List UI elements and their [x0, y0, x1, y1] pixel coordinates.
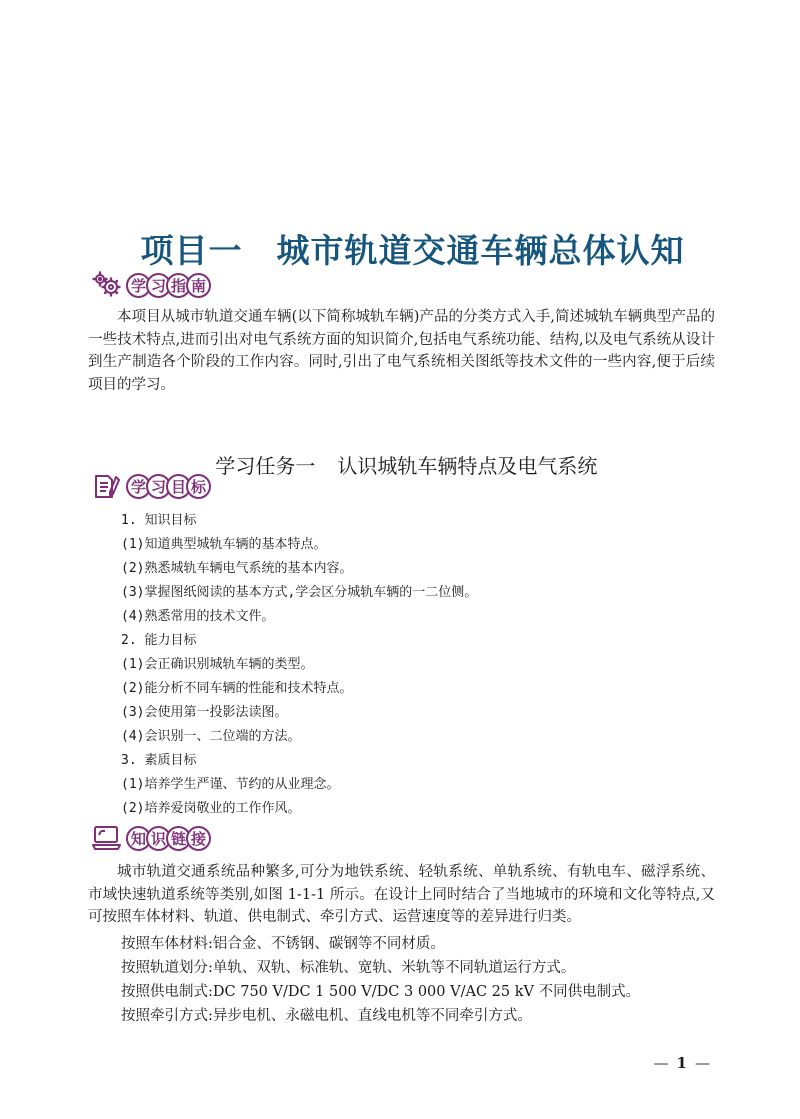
project-name: 城市轨道交通车辆总体认知 — [276, 231, 685, 270]
computer-icon — [92, 823, 124, 853]
header-char: 南 — [186, 273, 211, 298]
list-item: 按照牵引方式:异步电机、永磁电机、直线电机等不同牵引方式。 — [121, 1008, 532, 1024]
list-item: 2. 能力目标 — [121, 633, 197, 648]
gears-icon — [92, 270, 124, 300]
header-char: 知 — [126, 826, 151, 851]
header-char: 接 — [186, 826, 211, 851]
header-char: 习 — [146, 273, 171, 298]
section-header-guide — [92, 270, 211, 300]
header-char: 标 — [186, 474, 211, 499]
header-char: 指 — [166, 273, 191, 298]
list-item: (1)培养学生严谨、节约的从业理念。 — [121, 777, 340, 792]
list-item: 按照车体材料:铝合金、不锈钢、碳钢等不同材质。 — [121, 936, 445, 952]
objectives-list — [121, 509, 477, 821]
page-title — [0, 186, 800, 272]
header-char: 学 — [126, 273, 151, 298]
task-number: 学习任务一 — [215, 454, 316, 478]
list-item: (2)熟悉城轨车辆电气系统的基本内容。 — [121, 561, 353, 576]
list-item: (1)知道典型城轨车辆的基本特点。 — [121, 537, 327, 552]
list-item: (2)培养爱岗敬业的工作作风。 — [121, 801, 301, 816]
page-number — [644, 1036, 710, 1072]
page-dash-right: — — [694, 1054, 710, 1072]
guide-paragraph: 本项目从城市轨道交通车辆(以下简称城轨车辆)产品的分类方式入手,简述城轨车辆典型产品的一些技术特点,进而引出对电气系统方面的知识简介,包括电气系统功能、结构,以及电气系统从设计到生产制造各个阶段的工作内容。同时,引出了电气系统相关图纸等技术文件的一些内容,便于后续项目的学习。 — [88, 309, 715, 393]
header-char: 链 — [166, 826, 191, 851]
list-item: (3)会使用第一投影法读图。 — [121, 705, 288, 720]
list-item: 3. 素质目标 — [121, 753, 197, 768]
classification-list — [121, 932, 640, 1028]
header-char: 学 — [126, 474, 151, 499]
list-item: (2)能分析不同车辆的性能和技术特点。 — [121, 681, 353, 696]
list-item: (4)熟悉常用的技术文件。 — [121, 609, 275, 624]
header-char: 识 — [146, 826, 171, 851]
document-pen-icon — [92, 471, 124, 501]
link-paragraph: 城市轨道交通系统品种繁多,可分为地铁系统、轻轨系统、单轨系统、有轨电车、磁浮系统、市域快速轨道系统等类别,如图 1-1-1 所示。在设计上同时结合了当地城市的环境和文化等特点,又可按照车体材料、轨道、供电制式、牵引方式、运营速度等的差异进行归类。 — [88, 864, 715, 925]
list-item: (4)会识别一、二位端的方法。 — [121, 729, 301, 744]
header-char: 习 — [146, 474, 171, 499]
section-header-objectives — [92, 471, 211, 501]
task-name: 认识城轨车辆特点及电气系统 — [337, 454, 598, 478]
header-char: 目 — [166, 474, 191, 499]
page-dash-left: — — [653, 1054, 669, 1072]
list-item: (1)会正确识别城轨车辆的类型。 — [121, 657, 314, 672]
project-number: 项目一 — [140, 231, 243, 270]
list-item: 按照轨道划分:单轨、双轨、标准轨、宽轨、米轨等不同轨道运行方式。 — [121, 960, 576, 976]
list-item: 按照供电制式:DC 750 V/DC 1 500 V/DC 3 000 V/AC 25 kV 不同供电制式。 — [121, 984, 641, 1000]
list-item: (3)掌握图纸阅读的基本方式,学会区分城轨车辆的一二位侧。 — [121, 585, 478, 600]
page-number-value: 1 — [676, 1054, 687, 1072]
list-item: 1. 知识目标 — [121, 513, 197, 528]
section-header-link — [92, 823, 211, 853]
